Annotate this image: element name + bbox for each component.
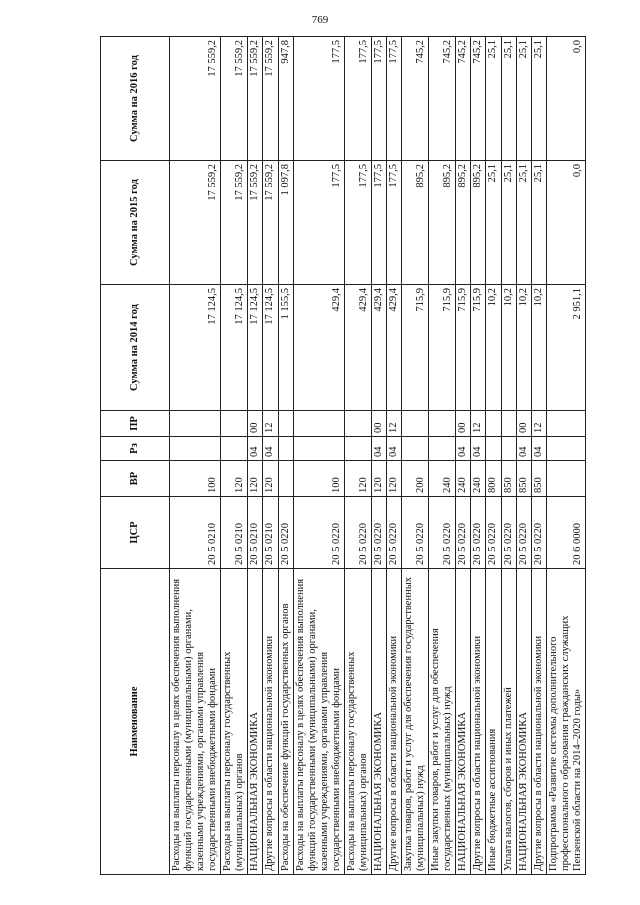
row-vr: 200 bbox=[402, 461, 429, 497]
row-sum-2014: 715,9 bbox=[402, 285, 429, 411]
table-row bbox=[531, 37, 546, 875]
row-name: Расходы на выплаты персоналу государственных (муниципальных) органов bbox=[344, 569, 371, 875]
row-pr bbox=[344, 411, 371, 437]
row-sum-2016: 17 559,2 bbox=[263, 37, 278, 161]
row-sum-2016: 745,2 bbox=[471, 37, 486, 161]
header-sum-2014: Сумма на 2014 год bbox=[101, 285, 170, 411]
row-csr: 20 5 0210 bbox=[221, 497, 248, 569]
row-sum-2016: 25,1 bbox=[501, 37, 516, 161]
row-name: Уплата налогов, сборов и иных платежей bbox=[501, 569, 516, 875]
row-rz: 04 bbox=[471, 437, 486, 461]
row-vr: 120 bbox=[263, 461, 278, 497]
row-sum-2016: 745,2 bbox=[402, 37, 429, 161]
row-vr bbox=[278, 461, 293, 497]
row-rz bbox=[546, 437, 585, 461]
table-row bbox=[344, 37, 371, 875]
row-pr: 00 bbox=[371, 411, 386, 437]
row-sum-2016: 25,1 bbox=[516, 37, 531, 161]
row-pr: 00 bbox=[516, 411, 531, 437]
row-sum-2016: 17 559,2 bbox=[248, 37, 263, 161]
row-name: Подпрограмма «Развитие системы дополнительного профессионального образования гражданских служащих Пензенской области на 2014–2020 годы» bbox=[546, 569, 585, 875]
row-sum-2016: 17 559,2 bbox=[170, 37, 221, 161]
row-sum-2016: 947,8 bbox=[278, 37, 293, 161]
row-sum-2016: 177,5 bbox=[371, 37, 386, 161]
row-csr: 20 5 0220 bbox=[371, 497, 386, 569]
row-csr: 20 5 0220 bbox=[501, 497, 516, 569]
row-sum-2016: 177,5 bbox=[293, 37, 344, 161]
row-vr: 120 bbox=[344, 461, 371, 497]
row-vr: 120 bbox=[371, 461, 386, 497]
row-name: Другие вопросы в области национальной экономики bbox=[387, 569, 402, 875]
row-sum-2014: 17 124,5 bbox=[248, 285, 263, 411]
row-vr: 240 bbox=[429, 461, 456, 497]
row-pr bbox=[293, 411, 344, 437]
row-name: НАЦИОНАЛЬНАЯ ЭКОНОМИКА bbox=[456, 569, 471, 875]
row-pr: 00 bbox=[456, 411, 471, 437]
budget-table bbox=[100, 36, 586, 875]
row-sum-2015: 17 559,2 bbox=[248, 161, 263, 285]
row-sum-2014: 10,2 bbox=[486, 285, 501, 411]
header-csr: ЦСР bbox=[101, 497, 170, 569]
row-pr bbox=[221, 411, 248, 437]
header-sum-2015: Сумма на 2015 год bbox=[101, 161, 170, 285]
row-csr: 20 5 0220 bbox=[486, 497, 501, 569]
header-sum-2016: Сумма на 2016 год bbox=[101, 37, 170, 161]
row-name: Расходы на обеспечение функций государственных органов bbox=[278, 569, 293, 875]
row-sum-2015: 1 097,8 bbox=[278, 161, 293, 285]
header-name: Наименование bbox=[101, 569, 170, 875]
row-rz: 04 bbox=[263, 437, 278, 461]
row-rz bbox=[278, 437, 293, 461]
row-sum-2014: 429,4 bbox=[371, 285, 386, 411]
row-sum-2014: 715,9 bbox=[471, 285, 486, 411]
row-sum-2014: 429,4 bbox=[293, 285, 344, 411]
row-vr: 800 bbox=[486, 461, 501, 497]
table-row bbox=[429, 37, 456, 875]
row-sum-2016: 745,2 bbox=[456, 37, 471, 161]
row-sum-2014: 429,4 bbox=[344, 285, 371, 411]
row-pr: 12 bbox=[531, 411, 546, 437]
row-csr: 20 6 0000 bbox=[546, 497, 585, 569]
row-sum-2014: 429,4 bbox=[387, 285, 402, 411]
row-sum-2015: 0,0 bbox=[546, 161, 585, 285]
row-sum-2015: 25,1 bbox=[501, 161, 516, 285]
row-rz bbox=[344, 437, 371, 461]
table-row bbox=[263, 37, 278, 875]
table-row bbox=[278, 37, 293, 875]
row-csr: 20 5 0220 bbox=[387, 497, 402, 569]
row-name: Иные бюджетные ассигнования bbox=[486, 569, 501, 875]
row-pr bbox=[501, 411, 516, 437]
row-csr: 20 5 0220 bbox=[456, 497, 471, 569]
row-sum-2015: 177,5 bbox=[344, 161, 371, 285]
row-sum-2015: 895,2 bbox=[402, 161, 429, 285]
table-row bbox=[387, 37, 402, 875]
row-name: НАЦИОНАЛЬНАЯ ЭКОНОМИКА bbox=[516, 569, 531, 875]
row-sum-2015: 895,2 bbox=[429, 161, 456, 285]
row-rz: 04 bbox=[456, 437, 471, 461]
table-row bbox=[501, 37, 516, 875]
row-csr: 20 5 0220 bbox=[344, 497, 371, 569]
row-pr bbox=[546, 411, 585, 437]
row-sum-2015: 177,5 bbox=[293, 161, 344, 285]
row-vr: 850 bbox=[516, 461, 531, 497]
table-row bbox=[516, 37, 531, 875]
header-rz: Рз bbox=[101, 437, 170, 461]
row-sum-2016: 0,0 bbox=[546, 37, 585, 161]
row-vr: 120 bbox=[248, 461, 263, 497]
row-pr: 12 bbox=[387, 411, 402, 437]
row-csr: 20 5 0210 bbox=[263, 497, 278, 569]
row-sum-2015: 895,2 bbox=[456, 161, 471, 285]
table-header-row bbox=[101, 37, 170, 875]
row-csr: 20 5 0220 bbox=[516, 497, 531, 569]
row-csr: 20 5 0220 bbox=[402, 497, 429, 569]
row-rz: 04 bbox=[371, 437, 386, 461]
table-row bbox=[248, 37, 263, 875]
row-sum-2016: 745,2 bbox=[429, 37, 456, 161]
table-row bbox=[471, 37, 486, 875]
row-vr: 850 bbox=[501, 461, 516, 497]
row-sum-2014: 10,2 bbox=[516, 285, 531, 411]
row-name: Иные закупки товаров, работ и услуг для обеспечения государственных (муниципальных) нужд bbox=[429, 569, 456, 875]
row-pr: 12 bbox=[471, 411, 486, 437]
row-csr: 20 5 0220 bbox=[429, 497, 456, 569]
row-sum-2015: 17 559,2 bbox=[170, 161, 221, 285]
row-vr: 240 bbox=[471, 461, 486, 497]
row-sum-2015: 25,1 bbox=[531, 161, 546, 285]
row-rz bbox=[293, 437, 344, 461]
row-vr: 850 bbox=[531, 461, 546, 497]
row-rz: 04 bbox=[531, 437, 546, 461]
row-vr: 120 bbox=[387, 461, 402, 497]
row-name: Расходы на выплаты персоналу в целях обеспечения выполнения функций государственными (муниципальными) органами, казенными учреждениями, органами управления государственными внебюджетными фондами bbox=[293, 569, 344, 875]
row-pr bbox=[170, 411, 221, 437]
table-row bbox=[402, 37, 429, 875]
table-row bbox=[170, 37, 221, 875]
row-name: Другие вопросы в области национальной экономики bbox=[531, 569, 546, 875]
row-rz bbox=[486, 437, 501, 461]
row-sum-2014: 17 124,5 bbox=[170, 285, 221, 411]
row-pr bbox=[486, 411, 501, 437]
header-vr: ВР bbox=[101, 461, 170, 497]
row-sum-2014: 17 124,5 bbox=[263, 285, 278, 411]
row-csr: 20 5 0220 bbox=[531, 497, 546, 569]
row-sum-2016: 25,1 bbox=[486, 37, 501, 161]
row-pr bbox=[278, 411, 293, 437]
row-rz: 04 bbox=[516, 437, 531, 461]
row-sum-2014: 17 124,5 bbox=[221, 285, 248, 411]
table-row bbox=[371, 37, 386, 875]
row-csr: 20 5 0220 bbox=[278, 497, 293, 569]
row-rz bbox=[402, 437, 429, 461]
row-name: Расходы на выплаты персоналу государственных (муниципальных) органов bbox=[221, 569, 248, 875]
row-pr bbox=[429, 411, 456, 437]
row-rz bbox=[429, 437, 456, 461]
row-pr: 00 bbox=[248, 411, 263, 437]
row-sum-2014: 715,9 bbox=[456, 285, 471, 411]
row-rz bbox=[501, 437, 516, 461]
row-sum-2014: 715,9 bbox=[429, 285, 456, 411]
row-sum-2015: 25,1 bbox=[486, 161, 501, 285]
row-vr: 120 bbox=[221, 461, 248, 497]
row-csr: 20 5 0220 bbox=[293, 497, 344, 569]
row-sum-2016: 17 559,2 bbox=[221, 37, 248, 161]
table-row bbox=[456, 37, 471, 875]
row-vr: 240 bbox=[456, 461, 471, 497]
table-rotated-container bbox=[100, 37, 614, 875]
row-vr: 100 bbox=[293, 461, 344, 497]
header-pr: ПР bbox=[101, 411, 170, 437]
table-row bbox=[293, 37, 344, 875]
row-name: Закупка товаров, работ и услуг для обеспечения государственных (муниципальных) нужд bbox=[402, 569, 429, 875]
page-number: 769 bbox=[311, 14, 329, 26]
row-name: Другие вопросы в области национальной экономики bbox=[471, 569, 486, 875]
table-row bbox=[221, 37, 248, 875]
row-name: НАЦИОНАЛЬНАЯ ЭКОНОМИКА bbox=[371, 569, 386, 875]
row-csr: 20 5 0210 bbox=[248, 497, 263, 569]
row-sum-2015: 17 559,2 bbox=[263, 161, 278, 285]
table-row bbox=[546, 37, 585, 875]
row-vr bbox=[546, 461, 585, 497]
row-pr: 12 bbox=[263, 411, 278, 437]
row-name: Расходы на выплаты персоналу в целях обеспечения выполнения функций государственными (муниципальными) органами, казенными учреждениями, органами управления государственными внебюджетными фондами bbox=[170, 569, 221, 875]
row-name: Другие вопросы в области национальной экономики bbox=[263, 569, 278, 875]
row-rz bbox=[170, 437, 221, 461]
row-vr: 100 bbox=[170, 461, 221, 497]
row-sum-2014: 10,2 bbox=[501, 285, 516, 411]
row-sum-2014: 1 155,5 bbox=[278, 285, 293, 411]
row-sum-2016: 25,1 bbox=[531, 37, 546, 161]
row-pr bbox=[402, 411, 429, 437]
row-sum-2014: 10,2 bbox=[531, 285, 546, 411]
row-name: НАЦИОНАЛЬНАЯ ЭКОНОМИКА bbox=[248, 569, 263, 875]
row-rz: 04 bbox=[248, 437, 263, 461]
table-body bbox=[170, 37, 586, 875]
row-sum-2015: 177,5 bbox=[371, 161, 386, 285]
table-row bbox=[486, 37, 501, 875]
row-sum-2016: 177,5 bbox=[344, 37, 371, 161]
row-rz bbox=[221, 437, 248, 461]
row-sum-2016: 177,5 bbox=[387, 37, 402, 161]
row-sum-2014: 2 951,1 bbox=[546, 285, 585, 411]
row-csr: 20 5 0220 bbox=[471, 497, 486, 569]
row-sum-2015: 25,1 bbox=[516, 161, 531, 285]
row-sum-2015: 177,5 bbox=[387, 161, 402, 285]
row-rz: 04 bbox=[387, 437, 402, 461]
row-sum-2015: 17 559,2 bbox=[221, 161, 248, 285]
row-csr: 20 5 0210 bbox=[170, 497, 221, 569]
row-sum-2015: 895,2 bbox=[471, 161, 486, 285]
